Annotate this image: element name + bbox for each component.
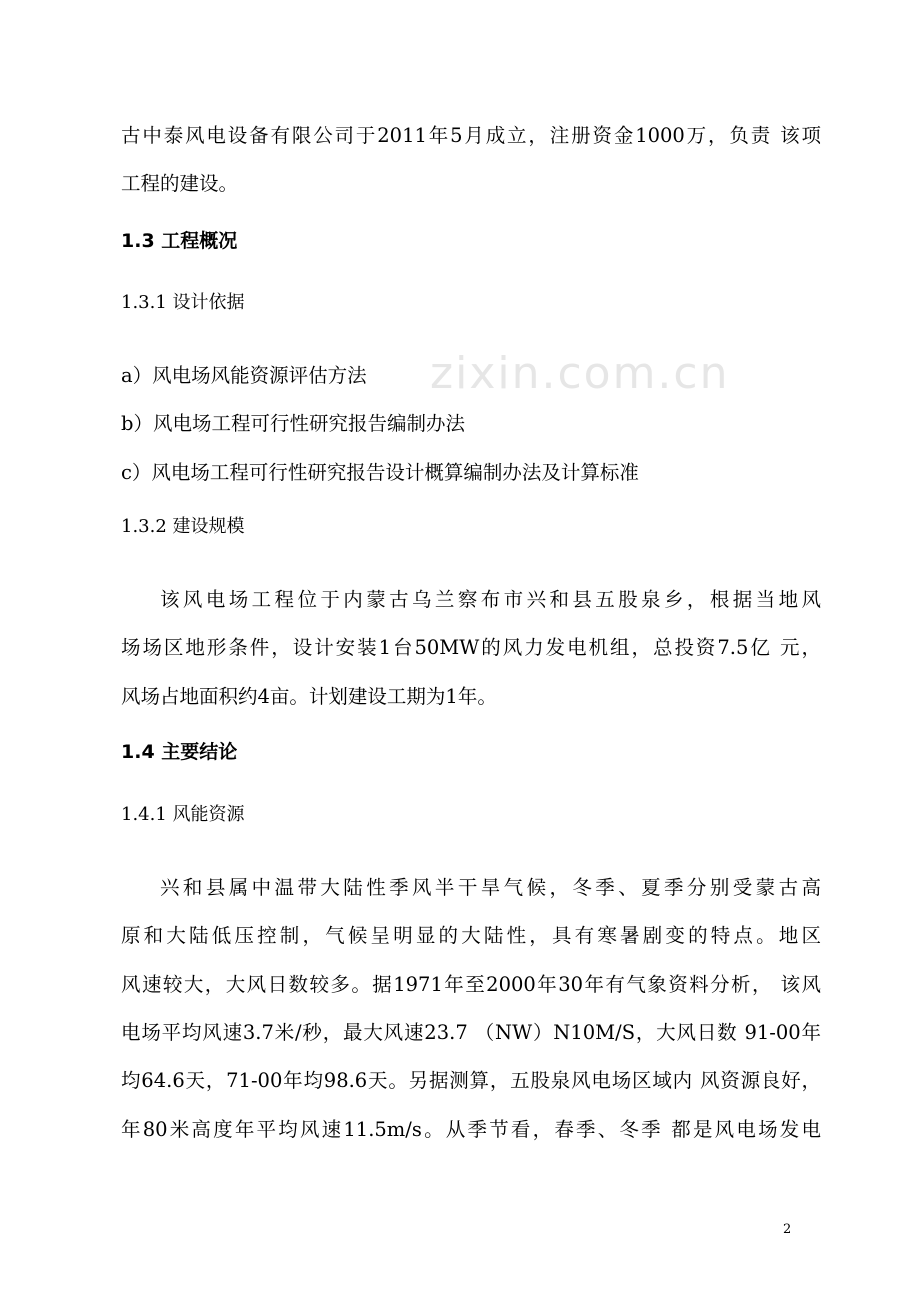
paragraph-line: 风速较大，大风日数较多。据1971年至2000年30年有气象资料分析， 该风 <box>121 973 821 996</box>
subsection-heading-1-4-1: 1.4.1 风能资源 <box>121 804 245 825</box>
paragraph-line: 工程的建设。 <box>121 172 239 195</box>
list-item-b: b）风电场工程可行性研究报告编制办法 <box>121 412 465 435</box>
paragraph-line: 兴和县属中温带大陆性季风半干旱气候，冬季、夏季分别受蒙古高 <box>160 876 821 899</box>
list-item-a: a）风电场风能资源评估方法 <box>121 364 367 387</box>
paragraph-line: 古中泰风电设备有限公司于2011年5月成立，注册资金1000万，负责 该项 <box>121 124 821 147</box>
paragraph-line: 原和大陆低压控制，气候呈明显的大陆性，具有寒暑剧变的特点。地区 <box>121 924 821 947</box>
section-heading-1-4: 1.4 主要结论 <box>121 741 238 763</box>
subsection-heading-1-3-1: 1.3.1 设计依据 <box>121 292 245 313</box>
watermark: zixin.com.cn <box>430 348 730 399</box>
paragraph-line: 风场占地面积约4亩。计划建设工期为1年。 <box>121 685 497 708</box>
list-item-c: c）风电场工程可行性研究报告设计概算编制办法及计算标准 <box>121 461 639 484</box>
section-heading-1-3: 1.3 工程概况 <box>121 230 238 252</box>
paragraph-line: 场场区地形条件，设计安装1台50MW的风力发电机组，总投资7.5亿 元， <box>121 636 821 659</box>
page-number: 2 <box>783 1222 792 1237</box>
subsection-heading-1-3-2: 1.3.2 建设规模 <box>121 516 245 537</box>
paragraph-line: 电场平均风速3.7米/秒，最大风速23.7 （NW）N10M/S，大风日数 91-00年 <box>121 1021 821 1044</box>
paragraph-line: 均64.6天，71-00年均98.6天。另据测算，五股泉风电场区域内 风资源良好， <box>121 1069 821 1092</box>
paragraph-line: 年80米高度年平均风速11.5m/s。从季节看，春季、冬季 都是风电场发电 <box>121 1118 821 1141</box>
paragraph-line: 该风电场工程位于内蒙古乌兰察布市兴和县五股泉乡，根据当地风 <box>160 588 821 611</box>
